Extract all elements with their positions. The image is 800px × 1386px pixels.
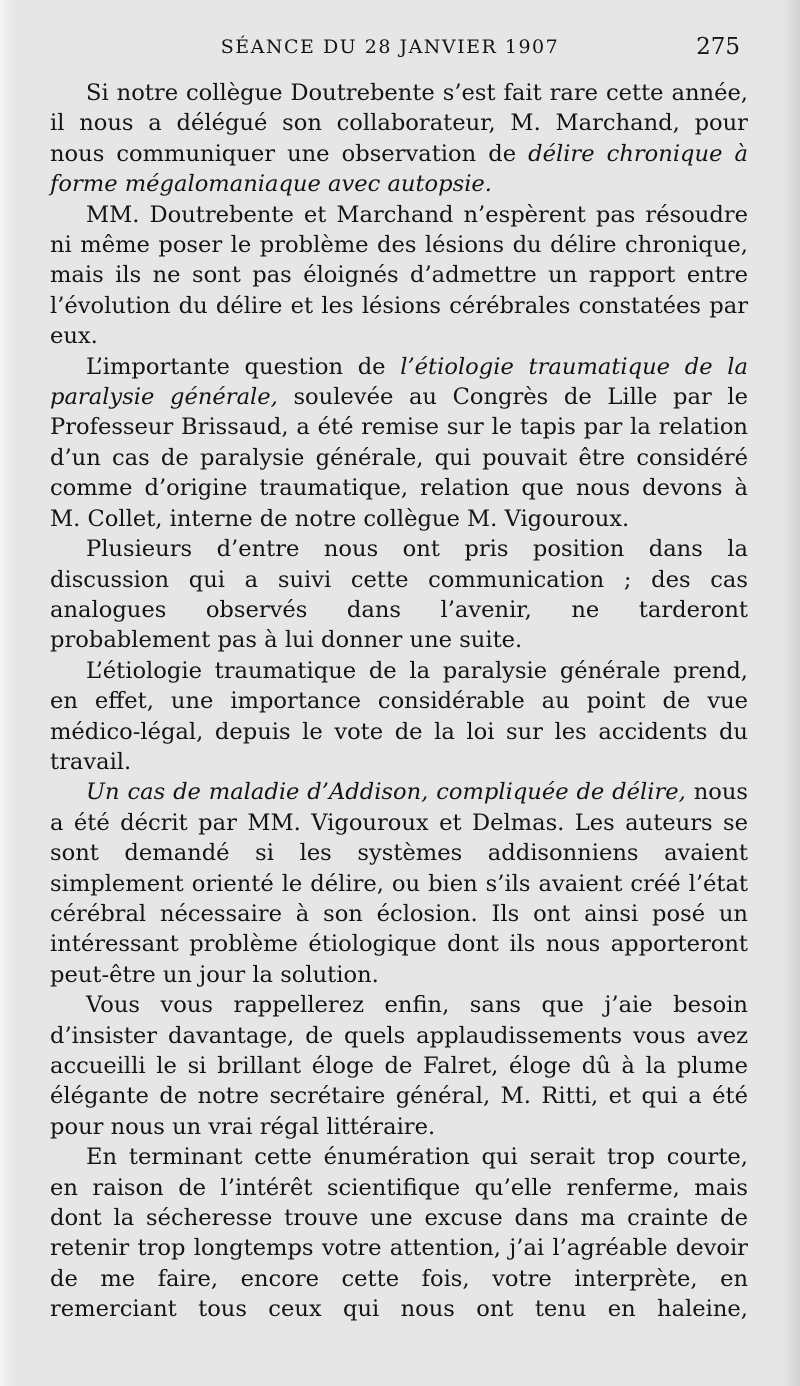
paragraph-discussion — [50, 534, 748, 656]
paragraph-doutrebente-observation — [50, 78, 748, 200]
italic-segment: délire chronique à forme mégalomaniaque avec autopsie. — [50, 140, 748, 198]
text-segment: Si notre collègue Doutrebente s’est fait rare cette année, il nous a délégué son collaborateur, M. Marchand, pour nous communiquer une observation de — [50, 80, 748, 167]
text-segment: En terminant cette énumération qui serait trop courte, en raison de l’intérêt scientifique qu’elle renferme, mais dont la sécheresse trouve une excuse dans ma crainte de retenir trop longtemps votre attention, j’ai l’agréable devoir de me faire, encore cette fois, votre interprète, en remerciant tous ceux qui nous ont tenu en haleine, — [50, 1144, 748, 1323]
page-number: 275 — [696, 34, 740, 60]
paragraph-addison — [50, 777, 748, 990]
running-head — [60, 32, 740, 72]
italic-segment: l’étiologie traumatique de la paralysie générale, — [50, 353, 749, 411]
body-text — [50, 78, 748, 1325]
paragraph-etiologie-traumatique — [50, 352, 748, 534]
running-head-title: SÉANCE DU 28 JANVIER 1907 — [220, 36, 560, 58]
text-segment: L’étiologie traumatique de la paralysie générale prend, en effet, une importance considérable au point de vue médico-légal, depuis le vote de la loi sur les accidents du travail. — [50, 657, 748, 775]
text-segment: nous a été décrit par MM. Vigouroux et Delmas. Les auteurs se sont demandé si les systèmes addisonniens avaient simplement orienté le délire, ou bien s’ils avaient créé l’état cérébral nécessaire à son éclosion. Ils ont ainsi posé un intéressant problème étiologique dont ils nous apporteront peut-être un jour la solution. — [50, 779, 748, 988]
text-segment: L’importante question de — [86, 353, 401, 380]
paragraph-lesions-delire — [50, 200, 748, 352]
paragraph-eloge-falret — [50, 990, 748, 1142]
italic-segment: Un cas de maladie d’Addison, compliquée de délire, — [86, 779, 686, 806]
text-segment: Vous vous rappellerez enfin, sans que j’aie besoin d’insister davantage, de quels applaudissements vous avez accueilli le si brillant éloge de Falret, éloge dû à la plume élégante de notre secrétaire général, M. Ritti, et qui a été pour nous un vrai régal littéraire. — [50, 992, 748, 1140]
text-segment: soulevée au Congrès de Lille par le Professeur Brissaud, a été remise sur le tapis par la relation d’un cas de paralysie générale, qui pouvait être considéré comme d’origine traumatique, relation que nous devons à M. Collet, interne de notre collègue M. Vigouroux. — [50, 384, 748, 532]
text-segment: Plusieurs d’entre nous ont pris position dans la discussion qui a suivi cette communication ; des cas analogues observés dans l’avenir, ne tarderont probablement pas à lui donner une suite. — [50, 536, 748, 654]
paragraph-remerciements — [50, 1142, 748, 1324]
paragraph-medico-legal — [50, 656, 748, 778]
text-segment: MM. Doutrebente et Marchand n’espèrent pas résoudre ni même poser le problème des lésions du délire chronique, mais ils ne sont pas éloignés d’admettre un rapport entre l’évolution du délire et les lésions cérébrales constatées par eux. — [50, 201, 748, 350]
